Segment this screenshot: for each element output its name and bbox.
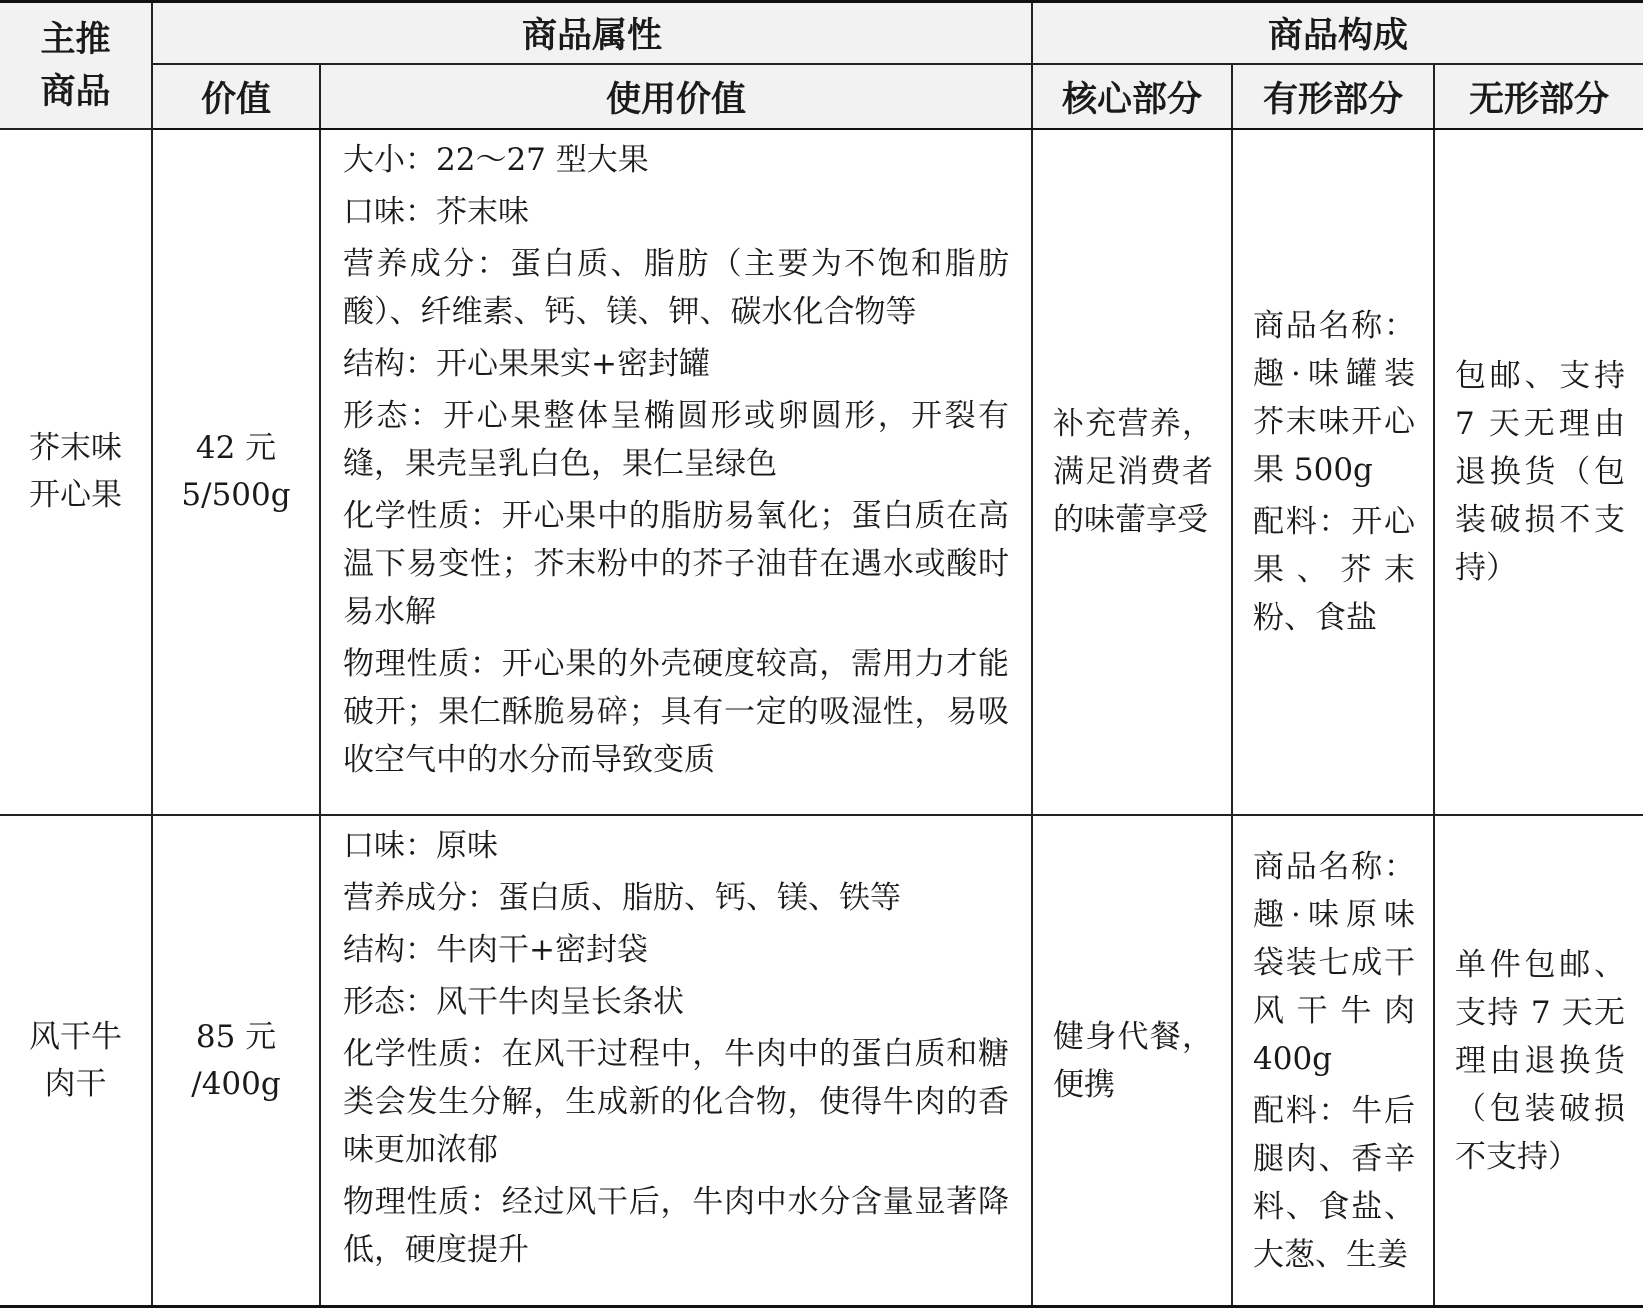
header-core: 核心部分	[1032, 64, 1232, 129]
core-text: 健身代餐，便携	[1053, 1018, 1214, 1103]
price-line: /400g	[191, 1065, 281, 1102]
usage-value-cell	[320, 815, 1032, 1307]
usage-line: 口味：原味	[343, 828, 498, 864]
table-row	[0, 815, 1643, 1307]
usage-line: 化学性质：在风干过程中，牛肉中的蛋白质和糖类会发生分解，生成新的化合物，使得牛肉的香味更加浓郁	[343, 1036, 1010, 1168]
price-line: 5/500g	[181, 477, 291, 513]
tangible-line: 配料：开心果、芥末粉、食盐	[1253, 504, 1416, 636]
usage-line: 大小：22～27 型大果	[343, 142, 649, 178]
header-main-product	[0, 2, 152, 130]
header-composition: 商品构成	[1032, 2, 1643, 65]
usage-line: 结构：牛肉干+密封袋	[343, 932, 648, 968]
tangible-cell	[1232, 815, 1434, 1307]
header-attributes: 商品属性	[152, 2, 1032, 65]
usage-line: 物理性质：经过风干后，牛肉中水分含量显著降低，硬度提升	[343, 1184, 1010, 1268]
price-cell	[152, 129, 320, 815]
intangible-text: 包邮、支持 7 天无理由退换货（包装破损不支持）	[1455, 358, 1626, 586]
table-row	[0, 129, 1643, 815]
tangible-line: 配料：牛后腿肉、香辛料、食盐、大葱、生姜	[1253, 1092, 1416, 1273]
core-cell	[1032, 815, 1232, 1307]
header-usage-value: 使用价值	[320, 64, 1032, 129]
core-text: 补充营养，满足消费者的味蕾享受	[1053, 406, 1214, 538]
header-value: 价值	[152, 64, 320, 129]
tangible-line: 商品名称：趣·味罐装芥末味开心果 500g	[1253, 308, 1416, 488]
header-main-product-label: 主推商品	[40, 19, 111, 112]
product-name-cell	[0, 815, 152, 1307]
tangible-line: 商品名称：趣·味原味袋装七成干风干牛肉 400g	[1253, 848, 1416, 1077]
intangible-cell	[1434, 129, 1643, 815]
product-name-line: 开心果	[29, 477, 122, 513]
header-intangible: 无形部分	[1434, 64, 1643, 129]
usage-line: 营养成分：蛋白质、脂肪（主要为不饱和脂肪酸）、纤维素、钙、镁、钾、碳水化合物等	[343, 246, 1010, 330]
intangible-text: 单件包邮、支持 7 天无理由退换货（包装破损不支持）	[1455, 946, 1626, 1175]
header-row-top	[0, 2, 1643, 65]
price-line: 42 元	[195, 430, 277, 466]
product-name-line: 肉干	[44, 1065, 107, 1102]
usage-line: 化学性质：开心果中的脂肪易氧化；蛋白质在高温下易变性；芥末粉中的芥子油苷在遇水或酸时易水解	[343, 498, 1010, 630]
usage-line: 物理性质：开心果的外壳硬度较高，需用力才能破开；果仁酥脆易碎；具有一定的吸湿性，易吸收空气中的水分而导致变质	[343, 646, 1010, 778]
intangible-cell	[1434, 815, 1643, 1307]
product-name-line: 芥末味	[29, 430, 122, 466]
header-tangible: 有形部分	[1232, 64, 1434, 129]
usage-value-cell	[320, 129, 1032, 815]
header-row-sub	[0, 64, 1643, 129]
usage-line: 营养成分：蛋白质、脂肪、钙、镁、铁等	[343, 880, 901, 916]
usage-line: 形态：风干牛肉呈长条状	[343, 984, 684, 1020]
core-cell	[1032, 129, 1232, 815]
tangible-cell	[1232, 129, 1434, 815]
product-name-line: 风干牛	[29, 1018, 122, 1055]
product-name-cell	[0, 129, 152, 815]
usage-line: 形态：开心果整体呈椭圆形或卵圆形，开裂有缝，果壳呈乳白色，果仁呈绿色	[343, 398, 1010, 482]
price-line: 85 元	[195, 1018, 277, 1055]
usage-line: 口味：芥末味	[343, 194, 529, 230]
price-cell	[152, 815, 320, 1307]
usage-line: 结构：开心果果实+密封罐	[343, 346, 710, 382]
